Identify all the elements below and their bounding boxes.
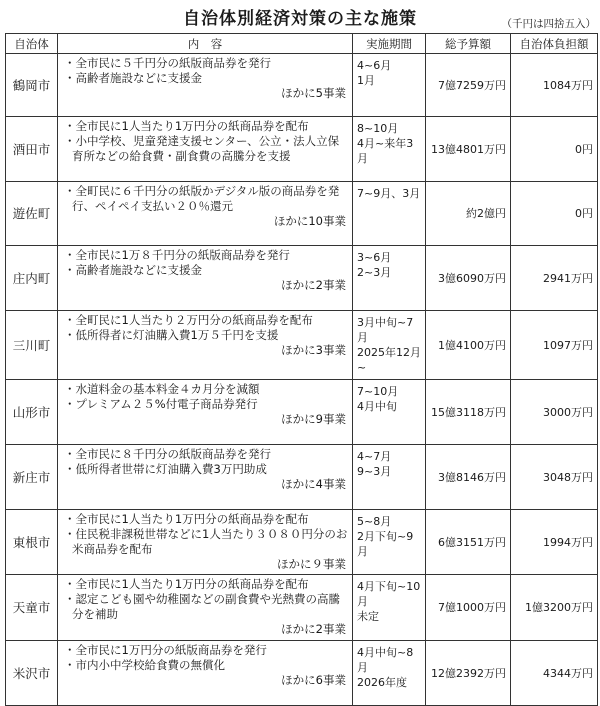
measure-item: ・高齢者施設などに支援金 — [64, 263, 202, 277]
total-budget-cell: 約2億円 — [426, 182, 511, 246]
measure-item: ・全市民に５千円分の紙版商品券を発行 — [64, 56, 271, 70]
content-cell — [58, 445, 353, 510]
measure-item: ・全市民に1人当たり1万円分の紙商品券を配布 — [64, 119, 309, 133]
content-cell — [58, 510, 353, 575]
measure-item: ・市内小中学校給食費の無償化 — [64, 658, 225, 672]
header-content: 内 容 — [58, 34, 353, 54]
table-row — [6, 182, 598, 246]
measure-item: ・プレミアム２５%付電子商品券発行 — [64, 397, 258, 411]
measure-item: ・水道料金の基本料金４カ月分を減額 — [64, 382, 260, 396]
total-budget-cell: 6億3151万円 — [426, 510, 511, 575]
period-cell — [353, 182, 426, 246]
period-line: 7~10月 — [357, 385, 399, 398]
period-cell — [353, 641, 426, 706]
period-cell — [353, 445, 426, 510]
municipality-cell: 米沢市 — [6, 641, 58, 706]
other-measures-count: ほかに９事業 — [277, 557, 346, 571]
municipality-cell: 三川町 — [6, 311, 58, 380]
period-cell — [353, 246, 426, 311]
measure-item: ・高齢者施設などに支援金 — [64, 71, 202, 85]
period-line: 未定 — [357, 610, 379, 623]
period-cell — [353, 575, 426, 641]
header-local-burden: 自治体負担額 — [511, 34, 598, 54]
period-line: 3月中旬~7月 — [357, 316, 414, 344]
period-cell — [353, 311, 426, 380]
local-burden-cell: 1097万円 — [511, 311, 598, 380]
period-line: 2月下旬~9月 — [357, 530, 414, 558]
period-line: 4~7月 — [357, 450, 392, 463]
municipality-cell: 山形市 — [6, 380, 58, 445]
period-line: 4月~来年3月 — [357, 137, 414, 165]
measure-item: ・全市民に1人当たり1万円分の紙商品券を配布 — [64, 512, 309, 526]
period-line: 2025年12月~ — [357, 346, 421, 374]
measure-item: ・全町民に1人当たり２万円分の紙商品券を配布 — [64, 313, 313, 327]
table-row — [6, 380, 598, 445]
municipality-cell: 鶴岡市 — [6, 54, 58, 117]
local-burden-cell: 1億3200万円 — [511, 575, 598, 641]
table-row — [6, 311, 598, 380]
page-title: 自治体別経済対策の主な施策 — [183, 9, 417, 29]
municipality-cell: 庄内町 — [6, 246, 58, 311]
total-budget-cell: 1億4100万円 — [426, 311, 511, 380]
local-burden-cell: 4344万円 — [511, 641, 598, 706]
period-cell — [353, 54, 426, 117]
other-measures-count: ほかに4事業 — [281, 477, 346, 491]
rounding-note: （千円は四捨五入） — [501, 18, 596, 30]
period-line: 5~8月 — [357, 515, 392, 528]
content-cell — [58, 54, 353, 117]
total-budget-cell: 3億6090万円 — [426, 246, 511, 311]
measure-item: ・住民税非課税世帯などに1人当たり３０８０円分のお米商品券を配布 — [64, 527, 348, 556]
total-budget-cell: 7億7259万円 — [426, 54, 511, 117]
content-cell — [58, 246, 353, 311]
period-cell — [353, 380, 426, 445]
other-measures-count: ほかに2事業 — [281, 622, 346, 636]
municipality-cell: 天童市 — [6, 575, 58, 641]
period-line: 9~3月 — [357, 465, 392, 478]
measure-item: ・全町民に６千円分の紙版かデジタル版の商品券を発行、ペイペイ支払い２０％還元 — [64, 184, 340, 213]
period-line: 7~9月、3月 — [357, 187, 421, 200]
content-cell — [58, 380, 353, 445]
content-cell — [58, 575, 353, 641]
total-budget-cell: 15億3118万円 — [426, 380, 511, 445]
table-row — [6, 641, 598, 706]
total-budget-cell: 3億8146万円 — [426, 445, 511, 510]
measure-item: ・認定こども園や幼稚園などの副食費や光熱費の高騰分を補助 — [64, 592, 340, 621]
period-line: 8~10月 — [357, 122, 399, 135]
period-line: 2026年度 — [357, 676, 407, 689]
total-budget-cell: 12億2392万円 — [426, 641, 511, 706]
other-measures-count: ほかに10事業 — [273, 214, 346, 228]
other-measures-count: ほかに9事業 — [281, 412, 346, 426]
local-burden-cell: 3000万円 — [511, 380, 598, 445]
table-row — [6, 575, 598, 641]
measures-table — [5, 33, 598, 706]
municipality-cell: 東根市 — [6, 510, 58, 575]
measure-item: ・全市民に８千円分の紙版商品券を発行 — [64, 447, 271, 461]
header-period: 実施期間 — [353, 34, 426, 54]
content-cell — [58, 641, 353, 706]
local-burden-cell: 1994万円 — [511, 510, 598, 575]
period-line: 3~6月 — [357, 251, 392, 264]
local-burden-cell: 1084万円 — [511, 54, 598, 117]
content-cell — [58, 182, 353, 246]
table-header-row — [6, 34, 598, 54]
other-measures-count: ほかに3事業 — [281, 343, 346, 357]
table-row — [6, 246, 598, 311]
period-line: 2~3月 — [357, 266, 392, 279]
total-budget-cell: 7億1000万円 — [426, 575, 511, 641]
local-burden-cell: 3048万円 — [511, 445, 598, 510]
period-line: 4月中旬 — [357, 400, 397, 413]
other-measures-count: ほかに2事業 — [281, 278, 346, 292]
measure-item: ・全市民に1人当たり1万円分の紙商品券を配布 — [64, 577, 309, 591]
table-row — [6, 54, 598, 117]
municipality-cell: 遊佐町 — [6, 182, 58, 246]
measure-item: ・低所得者世帯に灯油購入費3万円助成 — [64, 462, 267, 476]
local-burden-cell: 0円 — [511, 117, 598, 182]
header-total-budget: 総予算額 — [426, 34, 511, 54]
local-burden-cell: 0円 — [511, 182, 598, 246]
period-line: 1月 — [357, 74, 375, 87]
other-measures-count: ほかに6事業 — [281, 673, 346, 687]
period-line: 4月中旬~8月 — [357, 646, 414, 674]
total-budget-cell: 13億4801万円 — [426, 117, 511, 182]
other-measures-count: ほかに5事業 — [281, 86, 346, 100]
measure-item: ・低所得者に灯油購入費1万５千円を支援 — [64, 328, 279, 342]
period-line: 4月下旬~10月 — [357, 580, 421, 608]
municipality-cell: 酒田市 — [6, 117, 58, 182]
table-row — [6, 510, 598, 575]
table-row — [6, 117, 598, 182]
measure-item: ・全市民に1万円分の紙版商品券を発行 — [64, 643, 267, 657]
header-municipality: 自治体 — [6, 34, 58, 54]
content-cell — [58, 117, 353, 182]
measure-item: ・小中学校、児童発達支援センター、公立・法人立保育所などの給食費・副食費の高騰分を支援 — [64, 134, 340, 163]
municipality-cell: 新庄市 — [6, 445, 58, 510]
period-cell — [353, 510, 426, 575]
table-row — [6, 445, 598, 510]
period-cell — [353, 117, 426, 182]
content-cell — [58, 311, 353, 380]
measure-item: ・全市民に1万８千円分の紙版商品券を発行 — [64, 248, 290, 262]
period-line: 4~6月 — [357, 59, 392, 72]
local-burden-cell: 2941万円 — [511, 246, 598, 311]
